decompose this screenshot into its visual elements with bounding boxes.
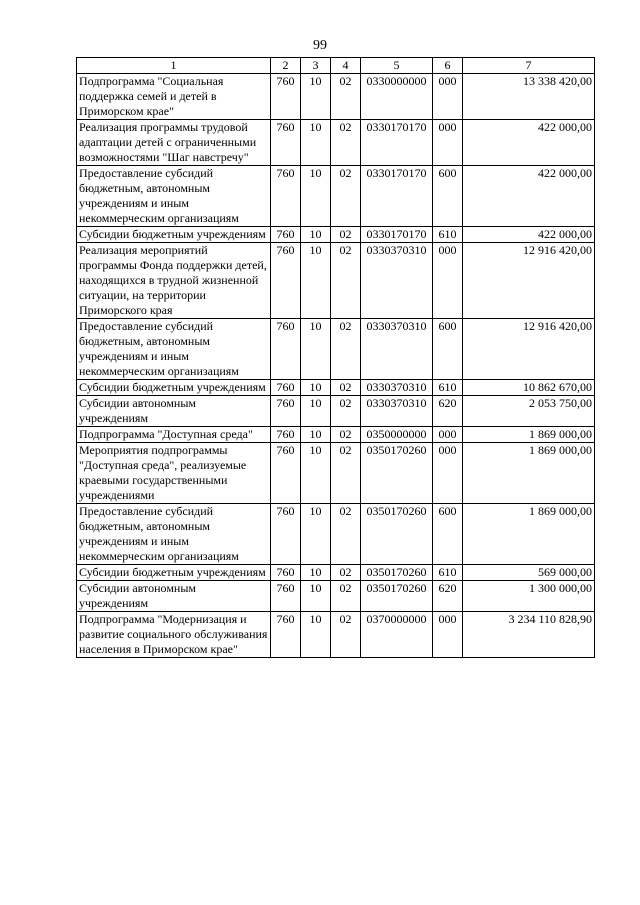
- row-code-expense-type: 600: [433, 319, 463, 380]
- row-code-target: 0330170170: [361, 120, 433, 166]
- row-code-expense-type: 610: [433, 565, 463, 581]
- table-row: [77, 380, 595, 396]
- row-code-subsection: 02: [331, 581, 361, 612]
- row-code-expense-type: 620: [433, 581, 463, 612]
- row-code-expense-type: 610: [433, 227, 463, 243]
- column-header-3: 3: [301, 58, 331, 74]
- row-amount: 12 916 420,00: [463, 319, 595, 380]
- row-code-subsection: 02: [331, 443, 361, 504]
- row-name: Подпрограмма "Доступная среда": [77, 427, 271, 443]
- row-code-subsection: 02: [331, 120, 361, 166]
- table-row: [77, 227, 595, 243]
- row-name: Предоставление субсидий бюджетным, автономным учреждениям и иным некоммерческим организациям: [77, 504, 271, 565]
- table-row: [77, 427, 595, 443]
- row-amount: 1 869 000,00: [463, 427, 595, 443]
- row-code-subsection: 02: [331, 74, 361, 120]
- row-code-expense-type: 000: [433, 120, 463, 166]
- row-code-expense-type: 000: [433, 443, 463, 504]
- row-code-target: 0330170170: [361, 227, 433, 243]
- row-code-ministry: 760: [271, 243, 301, 319]
- column-header-7: 7: [463, 58, 595, 74]
- row-code-target: 0330370310: [361, 396, 433, 427]
- row-name: Реализация программы трудовой адаптации детей с ограниченными возможностями "Шаг навстречу": [77, 120, 271, 166]
- row-code-target: 0330170170: [361, 166, 433, 227]
- row-amount: 1 869 000,00: [463, 504, 595, 565]
- row-code-subsection: 02: [331, 380, 361, 396]
- row-amount: 13 338 420,00: [463, 74, 595, 120]
- row-code-target: 0350000000: [361, 427, 433, 443]
- row-name: Субсидии бюджетным учреждениям: [77, 565, 271, 581]
- row-code-expense-type: 620: [433, 396, 463, 427]
- table-row: [77, 166, 595, 227]
- row-name: Предоставление субсидий бюджетным, автономным учреждениям и иным некоммерческим организациям: [77, 319, 271, 380]
- row-code-ministry: 760: [271, 504, 301, 565]
- row-amount: 2 053 750,00: [463, 396, 595, 427]
- column-header-4: 4: [331, 58, 361, 74]
- table-row: [77, 243, 595, 319]
- row-name: Субсидии автономным учреждениям: [77, 396, 271, 427]
- row-name: Подпрограмма "Социальная поддержка семей и детей в Приморском крае": [77, 74, 271, 120]
- row-amount: 1 300 000,00: [463, 581, 595, 612]
- row-amount: 422 000,00: [463, 166, 595, 227]
- row-code-subsection: 02: [331, 565, 361, 581]
- row-code-ministry: 760: [271, 581, 301, 612]
- row-code-subsection: 02: [331, 319, 361, 380]
- row-code-ministry: 760: [271, 74, 301, 120]
- row-amount: 3 234 110 828,90: [463, 612, 595, 658]
- row-code-ministry: 760: [271, 612, 301, 658]
- table-row: [77, 74, 595, 120]
- table-row: [77, 120, 595, 166]
- row-code-section: 10: [301, 74, 331, 120]
- row-code-target: 0350170260: [361, 581, 433, 612]
- row-code-subsection: 02: [331, 396, 361, 427]
- row-code-section: 10: [301, 120, 331, 166]
- row-code-ministry: 760: [271, 227, 301, 243]
- row-code-expense-type: 600: [433, 504, 463, 565]
- row-code-target: 0350170260: [361, 565, 433, 581]
- row-code-subsection: 02: [331, 166, 361, 227]
- row-code-subsection: 02: [331, 243, 361, 319]
- row-name: Мероприятия подпрограммы "Доступная среда", реализуемые краевыми государственными учреждениями: [77, 443, 271, 504]
- row-code-section: 10: [301, 612, 331, 658]
- row-code-section: 10: [301, 243, 331, 319]
- row-name: Субсидии бюджетным учреждениям: [77, 380, 271, 396]
- table-row: [77, 565, 595, 581]
- row-code-ministry: 760: [271, 380, 301, 396]
- budget-table: [76, 57, 595, 658]
- row-code-section: 10: [301, 427, 331, 443]
- row-code-ministry: 760: [271, 427, 301, 443]
- row-name: Предоставление субсидий бюджетным, автономным учреждениям и иным некоммерческим организациям: [77, 166, 271, 227]
- row-code-section: 10: [301, 504, 331, 565]
- row-code-expense-type: 610: [433, 380, 463, 396]
- table-row: [77, 443, 595, 504]
- table-row: [77, 612, 595, 658]
- row-code-subsection: 02: [331, 227, 361, 243]
- row-code-target: 0370000000: [361, 612, 433, 658]
- row-amount: 10 862 670,00: [463, 380, 595, 396]
- row-amount: 12 916 420,00: [463, 243, 595, 319]
- row-code-target: 0350170260: [361, 504, 433, 565]
- row-code-ministry: 760: [271, 166, 301, 227]
- row-name: Подпрограмма "Модернизация и развитие социального обслуживания населения в Приморском крае": [77, 612, 271, 658]
- row-code-section: 10: [301, 166, 331, 227]
- row-code-expense-type: 000: [433, 612, 463, 658]
- column-header-5: 5: [361, 58, 433, 74]
- row-code-section: 10: [301, 380, 331, 396]
- row-code-section: 10: [301, 443, 331, 504]
- row-amount: 1 869 000,00: [463, 443, 595, 504]
- row-name: Субсидии бюджетным учреждениям: [77, 227, 271, 243]
- column-header-2: 2: [271, 58, 301, 74]
- header-row: [77, 58, 595, 74]
- row-code-section: 10: [301, 565, 331, 581]
- row-name: Субсидии автономным учреждениям: [77, 581, 271, 612]
- row-code-ministry: 760: [271, 396, 301, 427]
- row-name: Реализация мероприятий программы Фонда поддержки детей, находящихся в трудной жизненной ситуации, на территории Приморского края: [77, 243, 271, 319]
- row-amount: 422 000,00: [463, 227, 595, 243]
- row-code-subsection: 02: [331, 612, 361, 658]
- row-code-ministry: 760: [271, 565, 301, 581]
- row-amount: 422 000,00: [463, 120, 595, 166]
- row-code-expense-type: 000: [433, 427, 463, 443]
- row-code-section: 10: [301, 581, 331, 612]
- row-code-expense-type: 600: [433, 166, 463, 227]
- row-code-section: 10: [301, 227, 331, 243]
- row-code-ministry: 760: [271, 319, 301, 380]
- page-number: 99: [313, 38, 327, 53]
- row-code-section: 10: [301, 396, 331, 427]
- row-code-subsection: 02: [331, 504, 361, 565]
- row-amount: 569 000,00: [463, 565, 595, 581]
- column-header-1: 1: [77, 58, 271, 74]
- row-code-section: 10: [301, 319, 331, 380]
- row-code-target: 0330370310: [361, 319, 433, 380]
- table-row: [77, 396, 595, 427]
- row-code-subsection: 02: [331, 427, 361, 443]
- row-code-target: 0330370310: [361, 380, 433, 396]
- table-row: [77, 581, 595, 612]
- row-code-ministry: 760: [271, 443, 301, 504]
- column-header-6: 6: [433, 58, 463, 74]
- row-code-ministry: 760: [271, 120, 301, 166]
- table-row: [77, 319, 595, 380]
- row-code-target: 0330370310: [361, 243, 433, 319]
- table-row: [77, 504, 595, 565]
- row-code-target: 0350170260: [361, 443, 433, 504]
- row-code-expense-type: 000: [433, 74, 463, 120]
- row-code-expense-type: 000: [433, 243, 463, 319]
- row-code-target: 0330000000: [361, 74, 433, 120]
